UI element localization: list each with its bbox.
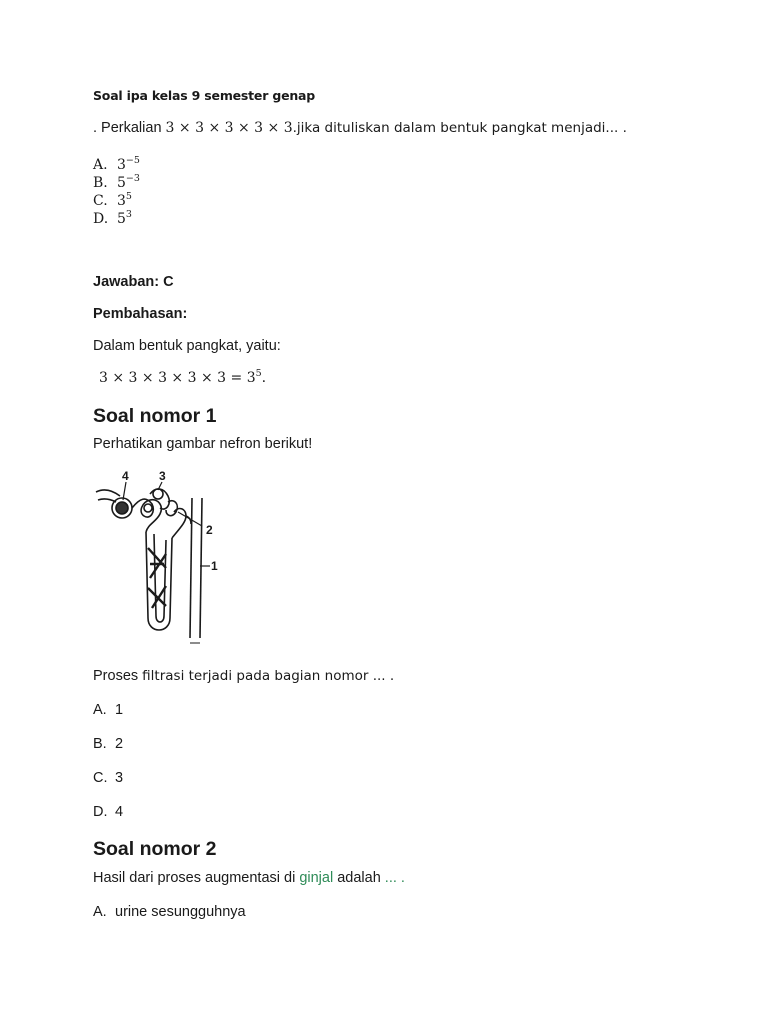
question-0-option-b: B. $5^{-3}$ <box>93 173 140 191</box>
question-0-option-c: C. $3^5$ <box>93 191 132 209</box>
question-2-prompt: Hasil dari proses augmentasi di ginjal adalah ... . <box>93 870 405 886</box>
question-1-option-d: D. 4 <box>93 804 124 820</box>
question-1-option-b: B. 2 <box>93 736 124 752</box>
ginjal-link[interactable]: ginjal <box>299 870 334 886</box>
question-2-option-a: A. urine sesungguhnya <box>93 904 246 920</box>
question-0-prefix: . Perkalian <box>93 120 166 136</box>
discussion-heading: Pembahasan: <box>93 306 188 322</box>
afferent-vessel <box>96 490 120 496</box>
question-1-option-c: C. 3 <box>93 770 124 786</box>
question-0-suffix: .jika dituliskan dalam bentuk pangkat menjadi... . <box>292 120 627 136</box>
document-title: Soal ipa kelas 9 semester genap <box>93 88 316 103</box>
question-2-heading: Soal nomor 2 <box>93 838 217 860</box>
question-1-option-a: A. 1 <box>93 702 124 718</box>
figure-label-1: 1 <box>211 559 218 573</box>
question-1-intro: Perhatikan gambar nefron berikut! <box>93 436 313 452</box>
question-1-prompt: Proses filtrasi terjadi pada bagian nomor ... . <box>93 668 395 684</box>
answer-line: Jawaban: C <box>93 274 174 290</box>
discussion-text: Dalam bentuk pangkat, yaitu: <box>93 338 281 354</box>
loop-of-henle <box>146 532 172 630</box>
question-0-option-a: A. $3^{-5}$ <box>93 155 140 173</box>
question-0-expression: 3 × 3 × 3 × 3 × 3 <box>165 120 293 136</box>
question-1-heading: Soal nomor 1 <box>93 405 217 427</box>
question-0-prompt <box>93 120 627 136</box>
figure-label-2: 2 <box>206 523 213 537</box>
nephron-diagram <box>90 468 230 650</box>
equation: $3 \times 3 \times 3 \times 3 \times 3 = 3^5$. <box>99 368 267 386</box>
figure-label-4: 4 <box>122 469 129 483</box>
figure-label-3: 3 <box>159 469 166 483</box>
question-0-option-d: D. $5^3$ <box>93 209 132 227</box>
